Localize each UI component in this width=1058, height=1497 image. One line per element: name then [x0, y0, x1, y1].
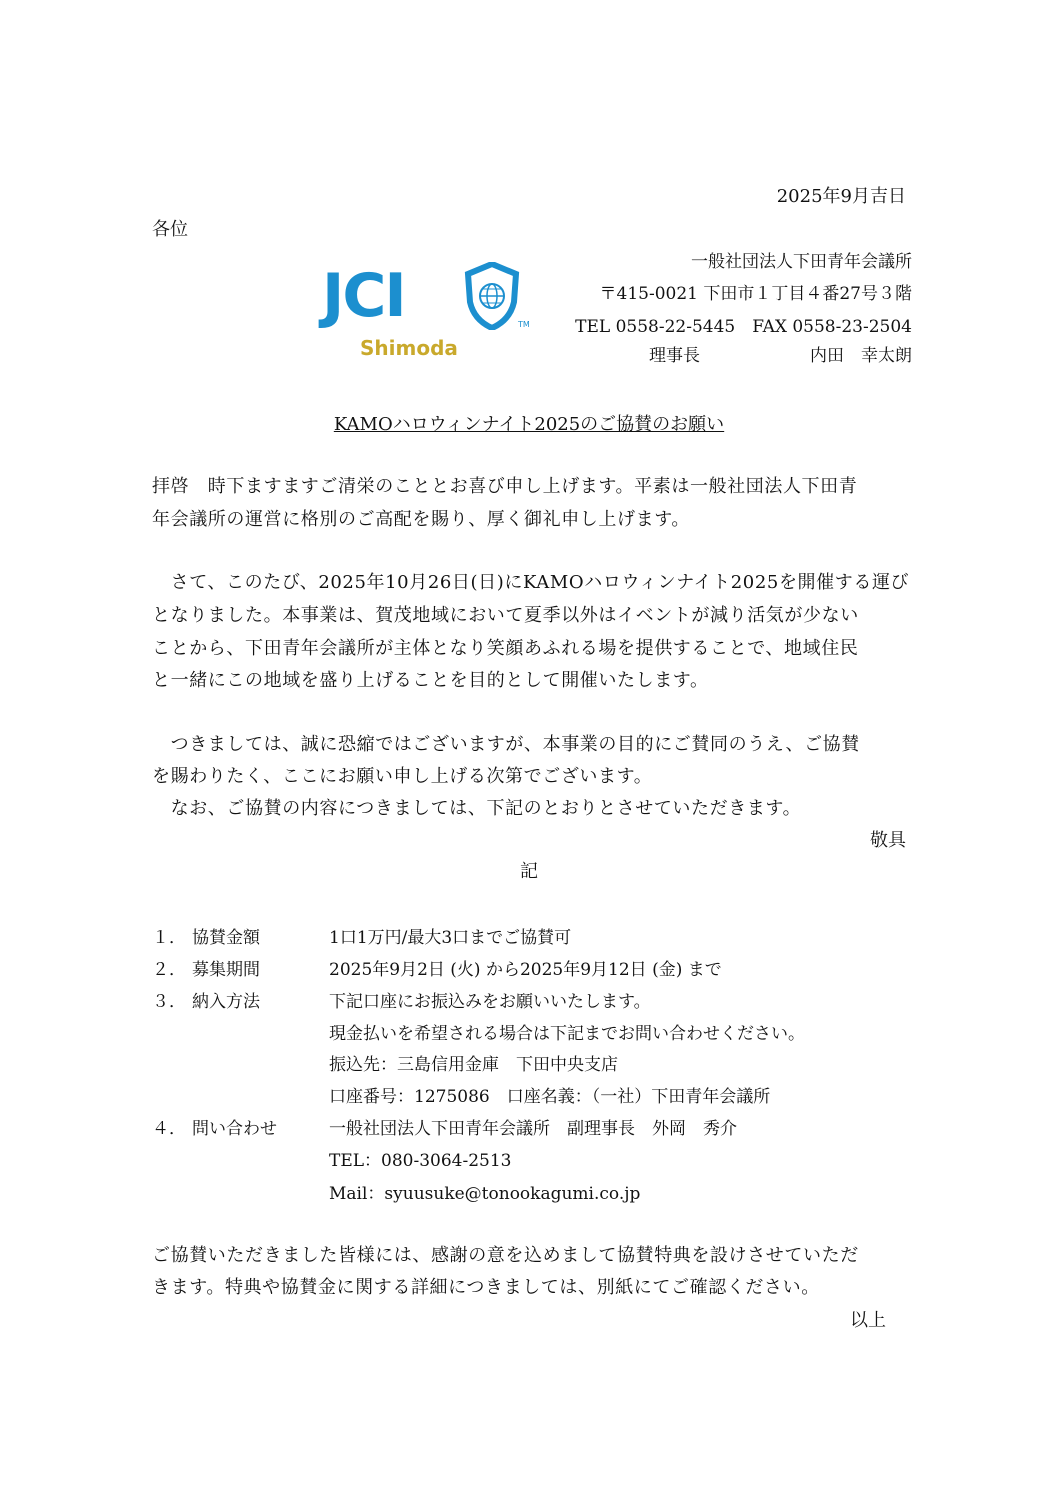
item-value: 下記口座にお振込みをお願いいたします。	[329, 992, 651, 1012]
item-label: 納入方法	[192, 992, 260, 1012]
item-number: ４．	[152, 1119, 186, 1139]
closing-keigu: 敬具	[870, 830, 906, 851]
organization-president	[649, 341, 912, 366]
jci-shimoda-logo	[322, 262, 534, 362]
item-number: ３．	[152, 992, 186, 1012]
president-role: 理事長	[649, 346, 700, 366]
body-line: ことから、下田青年会議所が主体となり笑顔あふれる場を提供することで、地域住民	[152, 638, 859, 659]
item-value: 2025年9月2日 (火) から2025年9月12日 (金) まで	[329, 960, 722, 980]
body-line: なお、ご協賛の内容につきましては、下記のとおりとさせていただきます。	[152, 798, 802, 819]
body-line: となりました。本事業は、賀茂地域において夏季以外はイベントが減り活気が少ない	[152, 605, 859, 626]
contact-email: Mail：syuusuke@tonookagumi.co.jp	[329, 1184, 641, 1204]
addressee: 各位	[152, 219, 188, 240]
document-date: 2025年9月吉日	[776, 186, 906, 207]
body-line: つきましては、誠に恐縮ではございますが、本事業の目的にご賛同のうえ、ご協賛	[152, 734, 860, 755]
president-name: 内田 幸太朗	[810, 346, 912, 366]
organization-tel-fax: TEL 0558-22-5445 FAX 0558-23-2504	[575, 317, 912, 337]
footer-line: ご協賛いただきました皆様には、感謝の意を込めまして協賛特典を設けさせていただ	[152, 1245, 859, 1266]
logo-trademark: TM	[518, 320, 530, 329]
footer-line: きます。特典や協賛金に関する詳細につきましては、別紙にてご確認ください。	[152, 1277, 820, 1298]
item-number: ２．	[152, 960, 186, 980]
item-label: 協賛金額	[192, 928, 260, 948]
body-line: 拝啓 時下ますますご清栄のこととお喜び申し上げます。平素は一般社団法人下田青	[152, 476, 858, 497]
item-label: 募集期間	[192, 960, 260, 980]
item-value: 現金払いを希望される場合は下記までお問い合わせください。	[329, 1024, 805, 1044]
body-line: さて、このたび、2025年10月26日(日)にKAMOハロウィンナイト2025を開催する運び	[152, 572, 910, 593]
body-line: を賜わりたく、ここにお願い申し上げる次第でございます。	[152, 766, 653, 787]
logo-shimoda-text: Shimoda	[360, 336, 458, 360]
contact-tel: TEL：080-3064-2513	[329, 1151, 512, 1171]
document-subject	[0, 410, 1058, 436]
shield-globe-icon	[464, 262, 520, 330]
item-label: 問い合わせ	[192, 1119, 277, 1139]
item-number: １．	[152, 928, 186, 948]
organization-name: 一般社団法人下田青年会議所	[691, 252, 912, 272]
item-value: 1口1万円/最大3口までご協賛可	[329, 928, 572, 948]
end-ijou: 以上	[850, 1310, 886, 1331]
item-value: 一般社団法人下田青年会議所 副理事長 外岡 秀介	[329, 1119, 737, 1139]
item-value: 振込先：三島信用金庫 下田中央支店	[329, 1055, 618, 1075]
organization-address: 〒415-0021 下田市１丁目４番27号３階	[599, 284, 912, 304]
subject-text: KAMOハロウィンナイト2025のご協賛のお願い	[333, 414, 725, 435]
item-value: 口座番号：1275086 口座名義：（一社）下田青年会議所	[329, 1087, 771, 1107]
logo-jci-text: JCI	[322, 261, 405, 331]
body-line: 年会議所の運営に格別のご高配を賜り、厚く御礼申し上げます。	[152, 509, 690, 530]
body-line: と一緒にこの地域を盛り上げることを目的として開催いたします。	[152, 670, 709, 691]
ki-heading: 記	[520, 861, 538, 882]
